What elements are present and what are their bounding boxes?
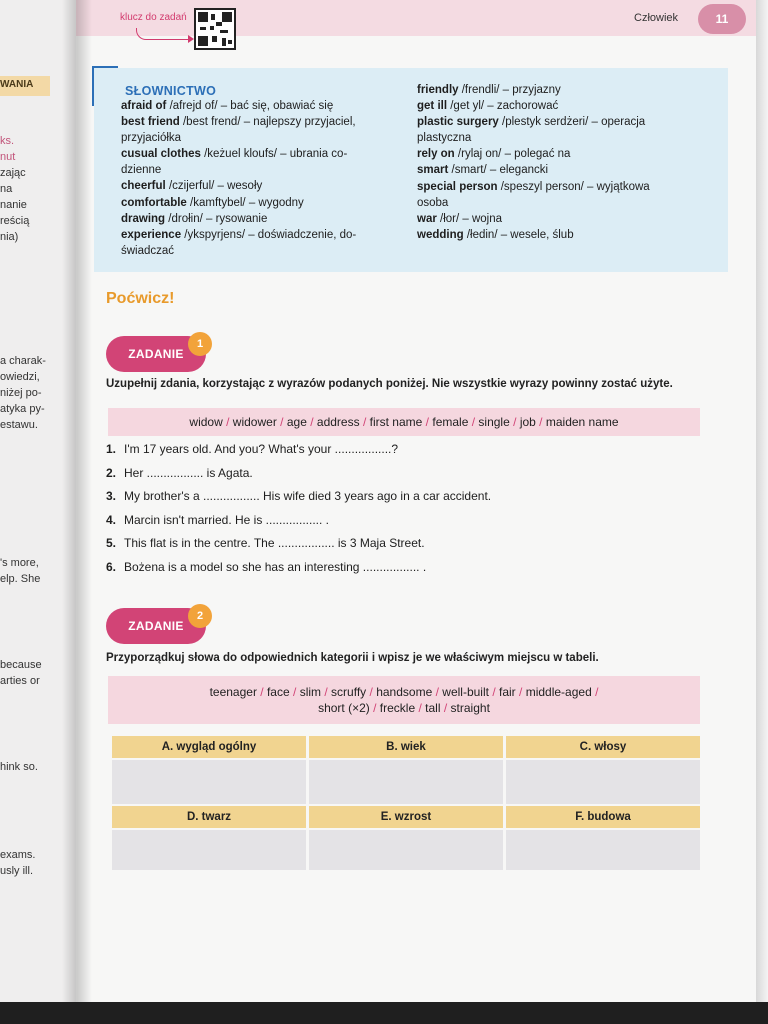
vocab-entry: get ill /get yl/ – zachorować xyxy=(417,100,559,113)
answer-key-label: klucz do zadań xyxy=(120,12,187,23)
previous-page-fragment: a charak- xyxy=(0,355,46,367)
vocab-entry: cheerful /czijerful/ – wesoły xyxy=(121,180,263,193)
previous-page-fragment: nia) xyxy=(0,231,19,243)
task-instruction: Przyporządkuj słowa do odpowiednich kategorii i wpisz je we właściwym miejscu w tabeli. xyxy=(106,652,599,664)
vocabulary-title: SŁOWNICTWO xyxy=(125,84,217,98)
task-instruction: Uzupełnij zdania, korzystając z wyrazów podanych poniżej. Nie wszystkie wyrazy powinny zostać użyte. xyxy=(106,378,673,390)
previous-page-fragment: arties or xyxy=(0,675,40,687)
exercise-text[interactable]: Marcin isn't married. He is ................. . xyxy=(124,512,330,527)
vocab-entry: special person /speszyl person/ – wyjątkowa osoba xyxy=(417,180,650,209)
previous-page-header-bar xyxy=(0,76,50,96)
answer-cell[interactable] xyxy=(506,830,700,870)
vocab-entry: best friend /best frend/ – najlepszy przyjaciel, przyjaciółka xyxy=(121,116,356,145)
previous-page-fragment: na xyxy=(0,183,13,195)
previous-page-fragment: 's more, xyxy=(0,557,39,569)
table-header: B. wiek xyxy=(309,736,503,758)
table-header: F. budowa xyxy=(506,806,700,828)
previous-page-fragment: nut xyxy=(0,151,16,163)
exercise-item: 3. My brother's a ................. His wife died 3 years ago in a car accident. xyxy=(106,489,706,513)
previous-page-fragment: exams. xyxy=(0,849,36,861)
textbook-page xyxy=(76,0,756,1002)
exercise-item: 2. Her ................. is Agata. xyxy=(106,466,706,490)
vocab-entry: wedding /łedin/ – wesele, ślub xyxy=(417,228,574,241)
exercise-text[interactable]: I'm 17 years old. And you? What's your .................? xyxy=(124,442,399,456)
table-header: A. wygląd ogólny xyxy=(112,736,306,758)
previous-page-fragment: owiedzi, xyxy=(0,371,40,383)
table-header: E. wzrost xyxy=(309,806,503,828)
previous-page-fragment: because xyxy=(0,659,42,671)
practice-heading: Poćwicz! xyxy=(106,290,175,307)
table-header: C. włosy xyxy=(506,736,700,758)
vocabulary-column-left xyxy=(121,98,386,259)
previous-page-fragment: estawu. xyxy=(0,419,38,431)
task-number-badge: 2 xyxy=(188,604,212,628)
vocab-entry: rely on /rylaj on/ – polegać na xyxy=(417,148,571,161)
previous-page-fragment: hink so. xyxy=(0,761,38,773)
word-bank: teenager / face / slim / scruffy / handsome / well-built / fair / middle-aged / short (×2) / freckle / tall / straight xyxy=(108,676,700,724)
exercise-sentences xyxy=(106,442,706,584)
page-number: 11 xyxy=(698,4,746,34)
answer-cell[interactable] xyxy=(506,760,700,804)
scan-bottom-edge xyxy=(0,1002,768,1024)
vocab-entry: cusual clothes /keżuel kloufs/ – ubrania co-dzienne xyxy=(121,148,348,177)
answer-cell[interactable] xyxy=(112,760,306,804)
previous-page-fragment: nanie xyxy=(0,199,27,211)
vocab-entry: experience /ykspyrjens/ – doświadczenie, do-świadczać xyxy=(121,228,357,257)
section-title: Człowiek xyxy=(634,12,679,24)
previous-page-fragment: zając xyxy=(0,167,26,179)
book-spine-shadow xyxy=(62,0,92,1002)
vocab-entry: plastic surgery /plestyk serdżeri/ – operacja plastyczna xyxy=(417,116,646,145)
vocabulary-column-right xyxy=(417,82,682,243)
vocab-entry: comfortable /kamftybel/ – wygodny xyxy=(121,196,304,209)
exercise-text[interactable]: My brother's a ................. His wife died 3 years ago in a car accident. xyxy=(124,489,492,504)
vocab-entry: war /łor/ – wojna xyxy=(417,212,503,225)
table-header: D. twarz xyxy=(112,806,306,828)
vocab-entry: drawing /drołin/ – rysowanie xyxy=(121,212,268,225)
task-badge: ZADANIE xyxy=(106,336,206,372)
exercise-item: 5. This flat is in the centre. The ................. is 3 Maja Street. xyxy=(106,536,706,560)
page-edge-shadow xyxy=(756,0,768,1002)
previous-page-header-text: WANIA xyxy=(0,79,34,90)
previous-page-fragment: ks. xyxy=(0,135,15,147)
exercise-text[interactable]: This flat is in the centre. The ................. is 3 Maja Street. xyxy=(124,536,425,551)
previous-page-fragment: reścią xyxy=(0,215,30,227)
previous-page-fragment: atyka py- xyxy=(0,403,45,415)
exercise-text[interactable]: Her ................. is Agata. xyxy=(124,465,253,480)
task-badge: ZADANIE xyxy=(106,608,206,644)
previous-page-fragment: usly ill. xyxy=(0,865,34,877)
exercise-text[interactable]: Bożena is a model so she has an interesting ................. . xyxy=(124,559,427,574)
previous-page-fragment: elp. She xyxy=(0,573,41,585)
page-header xyxy=(76,0,756,36)
vocab-entry: friendly /frendli/ – przyjazny xyxy=(417,84,561,96)
exercise-item: 6. Bożena is a model so she has an interesting ................. . xyxy=(106,560,706,584)
previous-page-fragment: niżej po- xyxy=(0,387,42,399)
arrow-icon xyxy=(136,28,190,40)
vocabulary-box xyxy=(94,68,728,272)
exercise-item: 4. Marcin isn't married. He is ................. . xyxy=(106,513,706,537)
qr-code-icon[interactable] xyxy=(194,8,236,50)
answer-cell[interactable] xyxy=(112,830,306,870)
answer-cell[interactable] xyxy=(309,830,503,870)
exercise-item: 1. I'm 17 years old. And you? What's your .................? xyxy=(106,442,706,466)
word-bank: widow / widower / age / address / first name / female / single / job / maiden name xyxy=(108,408,700,436)
vocab-entry: smart /smart/ – elegancki xyxy=(417,164,549,177)
task-number-badge: 1 xyxy=(188,332,212,356)
vocab-entry: afraid of /afrejd of/ – bać się, obawiać się xyxy=(121,100,334,112)
answer-cell[interactable] xyxy=(309,760,503,804)
